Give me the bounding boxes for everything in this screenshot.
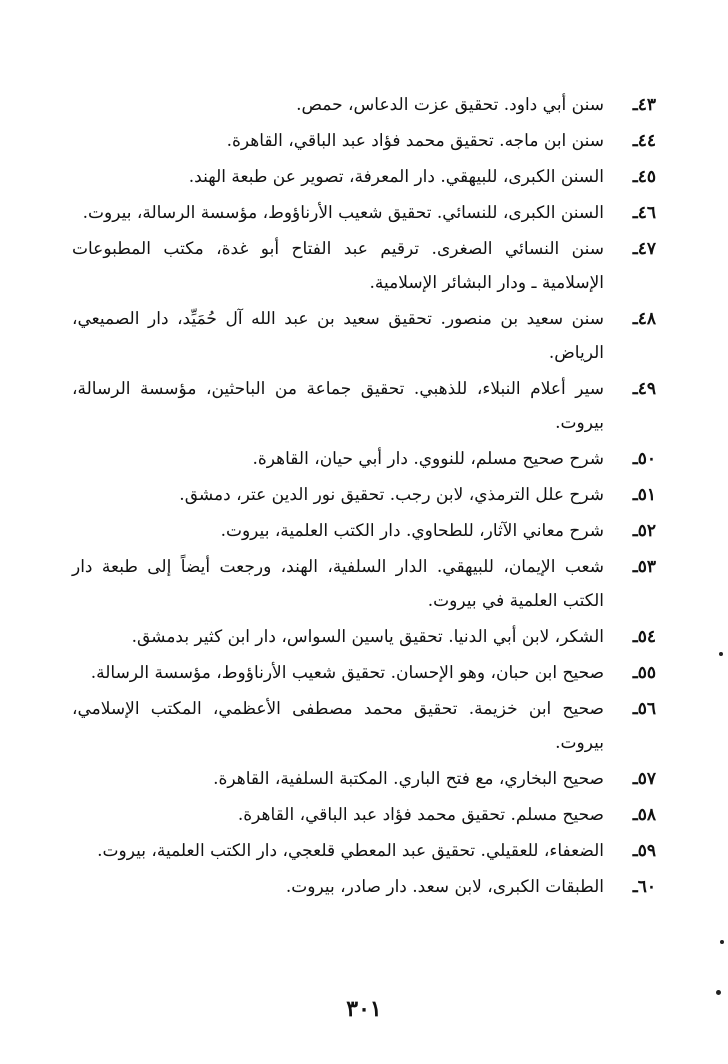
entry-text: السنن الكبرى، للبيهقي. دار المعرفة، تصوير عن طبعة الهند. — [188, 167, 604, 187]
bibliography-entry — [72, 372, 656, 440]
entry-number: ٤٦ـ — [632, 203, 656, 223]
bibliography-entry — [72, 514, 656, 548]
entry-text: سير أعلام النبلاء، للذهبي. تحقيق جماعة من الباحثين، مؤسسة الرسالة، بيروت. — [72, 379, 604, 433]
entry-text: سنن أبي داود. تحقيق عزت الدعاس، حمص. — [296, 95, 604, 115]
bibliography-entry — [72, 196, 656, 230]
page-number: ٣٠١ — [346, 996, 382, 1022]
bibliography-entry — [72, 834, 656, 868]
bibliography-entry — [72, 478, 656, 512]
bibliography-entry — [72, 692, 656, 760]
entry-number: ٤٥ـ — [632, 167, 656, 187]
entry-number: ٥٩ـ — [632, 841, 656, 861]
bibliography-entry — [72, 442, 656, 476]
entry-number: ٥٢ـ — [632, 521, 656, 541]
entry-text: سنن ابن ماجه. تحقيق محمد فؤاد عبد الباقي، القاهرة. — [226, 131, 604, 151]
entry-text: الشكر، لابن أبي الدنيا. تحقيق ياسين السواس، دار ابن كثير بدمشق. — [131, 627, 604, 647]
bibliography-entry — [72, 870, 656, 904]
bibliography-entry — [72, 656, 656, 690]
entry-text: شرح صحيح مسلم، للنووي. دار أبي حيان، القاهرة. — [252, 449, 604, 469]
entry-text: سنن سعيد بن منصور. تحقيق سعيد بن عبد الله آل حُمَيِّد، دار الصميعي، الرياض. — [72, 309, 604, 363]
entry-text: شرح معاني الآثار، للطحاوي. دار الكتب العلمية، بيروت. — [220, 521, 604, 541]
scan-speck — [720, 940, 724, 944]
entry-number: ٥٠ـ — [632, 449, 656, 469]
entry-number: ٦٠ـ — [632, 877, 656, 897]
bibliography-list — [72, 88, 656, 906]
entry-text: شعب الإيمان، للبيهقي. الدار السلفية، الهند، ورجعت أيضاً إلى طبعة دار الكتب العلمية في بيروت. — [72, 557, 604, 611]
entry-number: ٥٤ـ — [632, 627, 656, 647]
bibliography-entry — [72, 798, 656, 832]
bibliography-entry — [72, 620, 656, 654]
entry-text: شرح علل الترمذي، لابن رجب. تحقيق نور الدين عتر، دمشق. — [179, 485, 604, 505]
entry-text: صحيح ابن حبان، وهو الإحسان. تحقيق شعيب الأرناؤوط، مؤسسة الرسالة. — [90, 663, 604, 683]
entry-number: ٥٨ـ — [632, 805, 656, 825]
bibliography-entry — [72, 762, 656, 796]
entry-text: صحيح مسلم. تحقيق محمد فؤاد عبد الباقي، القاهرة. — [237, 805, 604, 825]
entry-number: ٥٥ـ — [632, 663, 656, 683]
entry-text: الضعفاء، للعقيلي. تحقيق عبد المعطي قلعجي، دار الكتب العلمية، بيروت. — [97, 841, 604, 861]
entry-text: السنن الكبرى، للنسائي. تحقيق شعيب الأرناؤوط، مؤسسة الرسالة، بيروت. — [82, 203, 604, 223]
entry-number: ٤٧ـ — [632, 239, 656, 259]
bibliography-entry — [72, 124, 656, 158]
entry-number: ٤٨ـ — [632, 309, 656, 329]
entry-number: ٥٦ـ — [632, 699, 656, 719]
scan-speck — [719, 652, 723, 656]
entry-number: ٥١ـ — [632, 485, 656, 505]
bibliography-entry — [72, 160, 656, 194]
scan-speck — [716, 990, 721, 995]
entry-number: ٥٣ـ — [632, 557, 656, 577]
bibliography-entry — [72, 88, 656, 122]
bibliography-entry — [72, 232, 656, 300]
entry-text: صحيح ابن خزيمة. تحقيق محمد مصطفى الأعظمي، المكتب الإسلامي، بيروت. — [72, 699, 604, 753]
entry-text: الطبقات الكبرى، لابن سعد. دار صادر، بيروت. — [285, 877, 604, 897]
entry-text: سنن النسائي الصغرى. ترقيم عبد الفتاح أبو غدة، مكتب المطبوعات الإسلامية ـ ودار البشائر الإسلامية. — [72, 239, 604, 293]
entry-number: ٤٩ـ — [632, 379, 656, 399]
entry-text: صحيح البخاري، مع فتح الباري. المكتبة السلفية، القاهرة. — [213, 769, 604, 789]
entry-number: ٤٣ـ — [632, 95, 656, 115]
entry-number: ٤٤ـ — [632, 131, 656, 151]
bibliography-entry — [72, 550, 656, 618]
entry-number: ٥٧ـ — [632, 769, 656, 789]
bibliography-entry — [72, 302, 656, 370]
